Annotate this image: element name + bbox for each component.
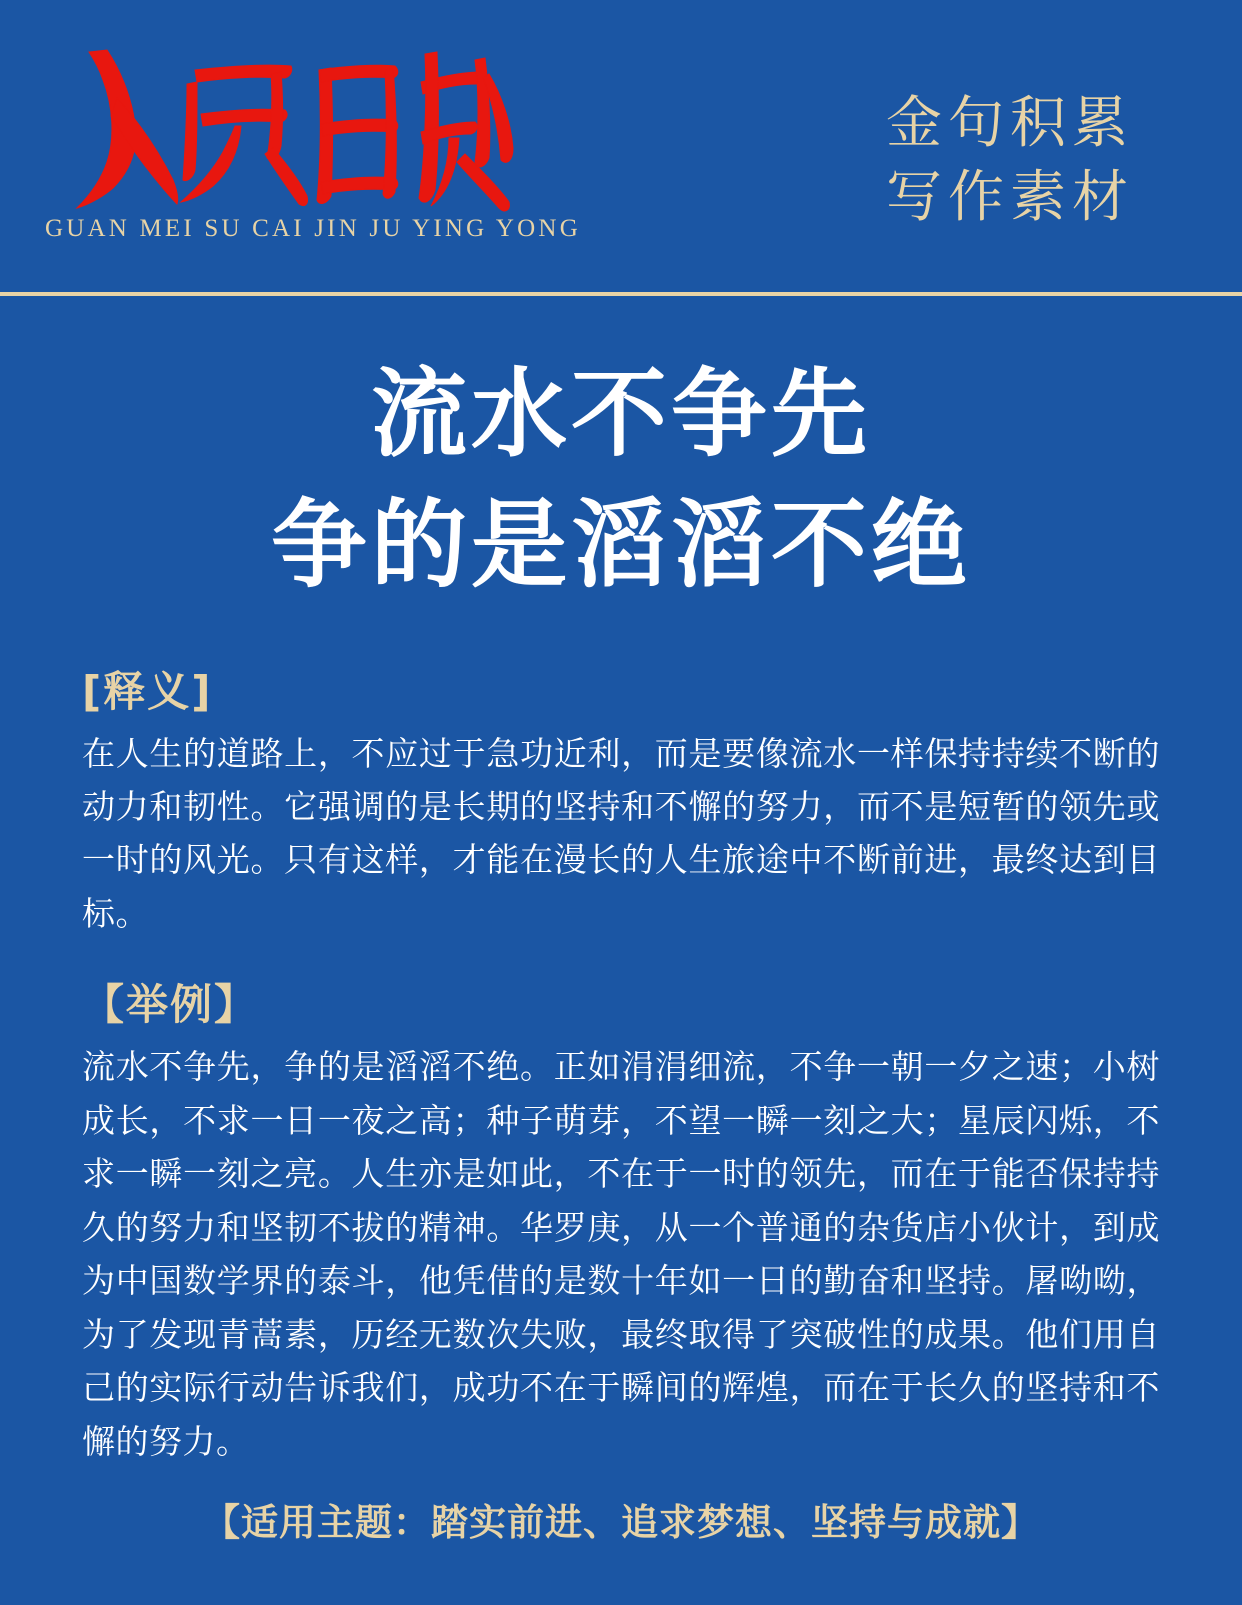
section-label-definition: [释义]: [82, 666, 213, 716]
section-text-definition: 在人生的道路上，不应过于急功近利，而是要像流水一样保持持续不断的动力和韧性。它强调的是长期的坚持和不懈的努力，而不是短暂的领先或一时的风光。只有这样，才能在漫长的人生旅途中不断前进，最终达到目标。: [82, 736, 1160, 933]
people-daily-calligraphy-logo: [45, 28, 515, 213]
applicable-theme: 【适用主题：踏实前进、追求梦想、坚持与成就】: [203, 1500, 1039, 1544]
title-line-1: 流水不争先: [371, 358, 871, 470]
header-tagline-line-1: 金句积累: [886, 93, 1134, 155]
section-label-example: 【举例】: [82, 980, 259, 1030]
page-title: [0, 358, 1242, 603]
header-tagline-line-2: 写作素材: [886, 166, 1134, 229]
masthead-pinyin: GUAN MEI SU CAI JIN JU YING YONG: [45, 215, 581, 242]
header-tagline: [886, 88, 1134, 236]
page-header: [0, 0, 1242, 296]
masthead: [45, 28, 581, 243]
title-line-2: 争的是滔滔不绝: [271, 489, 971, 602]
article-body: [0, 659, 1242, 1546]
section-text-example: 流水不争先，争的是滔滔不绝。正如涓涓细流，不争一朝一夕之速；小树成长，不求一日一夜之高；种子萌芽，不望一瞬一刻之大；星辰闪烁，不求一瞬一刻之亮。人生亦是如此，不在于一时的领先，而在于能否保持持久的努力和坚韧不拔的精神。华罗庚，从一个普通的杂货店小伙计，到成为中国数学界的泰斗，他凭借的是数十年如一日的勤奋和坚持。屠呦呦，为了发现青蒿素，历经无数次失败，最终取得了突破性的成果。他们用自己的实际行动告诉我们，成功不在于瞬间的辉煌，而在于长久的坚持和不懈的努力。: [82, 1050, 1160, 1461]
